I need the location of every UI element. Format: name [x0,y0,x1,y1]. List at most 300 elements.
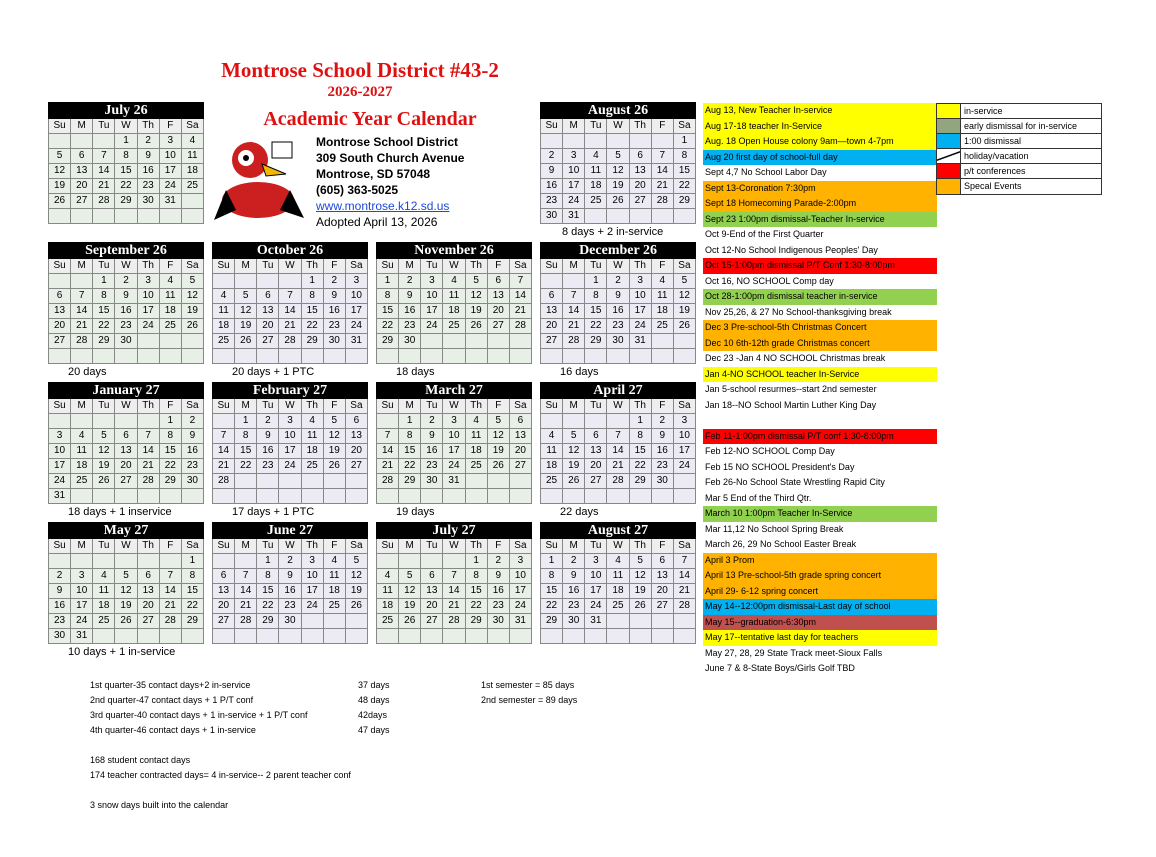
weekday-label: W [607,399,629,414]
day-cell: 30 [541,209,563,224]
day-cell: 2 [488,554,510,569]
day-cell: 6 [585,429,607,444]
day-cell [235,629,257,644]
day-cell [115,489,137,504]
month-name: February 27 [212,382,368,399]
day-cell: 24 [674,459,696,474]
day-cell: 11 [71,444,93,459]
day-cell: 9 [279,569,301,584]
day-cell [213,629,235,644]
day-cell [213,274,235,289]
day-cell: 18 [324,584,346,599]
day-cell: 23 [49,614,71,629]
day-cell: 21 [510,304,532,319]
day-cell: 14 [674,569,696,584]
adopted-date: Adopted April 13, 2026 [316,215,438,229]
month-calendar [540,102,696,224]
weekday-label: W [443,399,465,414]
day-cell [652,209,674,224]
day-cell [235,274,257,289]
day-cell [488,474,510,489]
weekday-label: Su [213,259,235,274]
day-cell [541,629,563,644]
weekday-label: M [235,259,257,274]
day-cell: 30 [488,614,510,629]
weekday-label: Tu [421,399,443,414]
day-cell [346,614,368,629]
day-cell: 22 [93,319,115,334]
weekday-label: F [324,399,346,414]
legend-item [937,104,1101,119]
day-cell [630,489,652,504]
month-grid [376,259,532,364]
event-item: April 29- 6-12 spring concert [703,584,937,600]
day-cell [674,614,696,629]
day-cell: 20 [421,599,443,614]
day-cell [488,349,510,364]
day-cell: 11 [93,584,115,599]
day-cell: 5 [182,274,204,289]
day-cell: 3 [563,149,585,164]
day-cell [160,629,182,644]
weekday-label: M [563,399,585,414]
legend-swatch [937,164,961,178]
day-cell [443,349,465,364]
month-name: May 27 [48,522,204,539]
day-cell: 27 [630,194,652,209]
event-item: Dec 10 6th-12th grade Christmas concert [703,336,937,352]
day-cell: 25 [607,599,629,614]
day-cell: 14 [279,304,301,319]
day-cell: 25 [93,614,115,629]
day-cell: 10 [346,289,368,304]
day-cell [488,334,510,349]
day-cell [585,349,607,364]
student-days: 168 student contact days [90,755,191,765]
day-cell: 17 [346,304,368,319]
day-cell: 2 [115,274,137,289]
day-cell [585,629,607,644]
day-cell: 30 [563,614,585,629]
day-cell: 13 [585,444,607,459]
event-item: Oct 15-1:00pm dismissal P/T Conf 1:30-8:00pm [703,258,937,274]
day-cell: 7 [607,429,629,444]
day-count-summary [90,678,577,813]
day-cell [213,489,235,504]
day-cell [563,274,585,289]
day-cell: 12 [466,289,488,304]
day-cell [279,274,301,289]
day-cell: 27 [115,474,137,489]
day-cell: 2 [324,274,346,289]
day-cell: 12 [399,584,421,599]
day-cell [630,209,652,224]
day-cell: 12 [115,584,137,599]
day-cell: 21 [71,319,93,334]
day-cell: 21 [563,319,585,334]
day-cell: 29 [182,614,204,629]
day-cell: 28 [652,194,674,209]
day-cell: 8 [377,289,399,304]
day-cell: 2 [49,569,71,584]
weekday-label: F [160,119,182,134]
day-cell [115,554,137,569]
day-cell: 12 [49,164,71,179]
day-cell [71,489,93,504]
day-cell [49,554,71,569]
day-cell: 17 [160,164,182,179]
day-cell: 28 [213,474,235,489]
day-cell: 3 [138,274,160,289]
day-cell: 26 [324,459,346,474]
day-cell [279,629,301,644]
day-cell: 13 [257,304,279,319]
day-cell: 10 [160,149,182,164]
day-cell: 26 [182,319,204,334]
day-cell: 6 [510,414,532,429]
day-cell [324,349,346,364]
event-item: Aug 17-18 teacher In-Service [703,119,937,135]
day-cell [235,489,257,504]
month-grid [376,399,532,504]
day-cell: 27 [652,599,674,614]
color-legend [936,103,1102,195]
weekday-label: Tu [93,399,115,414]
day-cell: 16 [488,584,510,599]
weekday-label: Sa [674,539,696,554]
day-cell [607,614,629,629]
day-cell [71,414,93,429]
day-cell [346,474,368,489]
day-cell: 18 [377,599,399,614]
day-cell: 23 [607,319,629,334]
day-cell: 26 [115,614,137,629]
day-cell: 14 [71,304,93,319]
legend-label: p/t conferences [964,166,1026,176]
day-cell: 3 [71,569,93,584]
day-cell: 16 [421,444,443,459]
day-cell [49,349,71,364]
month-calendar [540,242,696,364]
day-cell: 13 [652,569,674,584]
day-cell [585,209,607,224]
day-cell [399,349,421,364]
day-cell [652,614,674,629]
weekday-label: W [607,259,629,274]
day-cell: 3 [302,554,324,569]
day-cell: 23 [399,319,421,334]
weekday-label: F [324,539,346,554]
day-cell: 13 [510,429,532,444]
day-cell [652,489,674,504]
event-item: Feb 11-1:00pm dismissal P/T conf 1:30-8:00pm [703,429,937,445]
day-cell: 16 [399,304,421,319]
day-cell: 5 [49,149,71,164]
month-calendar [376,522,532,644]
day-cell [93,629,115,644]
weekday-label: Sa [674,259,696,274]
day-cell: 31 [71,629,93,644]
day-cell [541,489,563,504]
day-cell: 15 [257,584,279,599]
day-cell: 6 [71,149,93,164]
calendar-subtitle: Academic Year Calendar [263,108,477,130]
event-item: Sept 18 Homecoming Parade-2:00pm [703,196,937,212]
event-item: Sept 4,7 No School Labor Day [705,167,827,177]
weekday-label: M [71,399,93,414]
day-cell: 23 [541,194,563,209]
day-cell: 29 [377,334,399,349]
month-grid [212,259,368,364]
day-cell [674,334,696,349]
weekday-label: Sa [346,539,368,554]
month-calendar [48,522,204,644]
day-cell [49,209,71,224]
day-cell [377,629,399,644]
day-cell: 4 [466,414,488,429]
day-cell: 2 [399,274,421,289]
day-cell: 23 [488,599,510,614]
day-cell [279,489,301,504]
weekday-label: Sa [510,259,532,274]
weekday-label: F [324,259,346,274]
day-cell [71,134,93,149]
day-cell: 5 [115,569,137,584]
day-cell: 17 [49,459,71,474]
weekday-label: W [279,539,301,554]
day-cell: 28 [93,194,115,209]
day-cell [443,334,465,349]
day-cell: 30 [279,614,301,629]
day-cell: 7 [93,149,115,164]
website-link[interactable]: www.montrose.k12.sd.us [316,199,450,213]
day-cell: 4 [541,429,563,444]
day-cell: 31 [563,209,585,224]
weekday-label: Su [377,539,399,554]
day-cell: 30 [324,334,346,349]
day-cell: 8 [93,289,115,304]
event-item: Aug 20 first day of school-full day [703,150,937,166]
day-cell: 18 [160,304,182,319]
event-item: Aug 13, New Teacher In-service [703,103,937,119]
weekday-label: Th [302,399,324,414]
day-cell: 4 [443,274,465,289]
legend-item [937,119,1101,134]
day-cell: 13 [71,164,93,179]
day-cell [421,349,443,364]
day-cell [585,414,607,429]
day-cell [466,334,488,349]
day-cell: 29 [674,194,696,209]
day-cell: 31 [346,334,368,349]
day-cell: 11 [585,164,607,179]
day-cell: 24 [510,599,532,614]
day-cell: 6 [138,569,160,584]
day-cell: 8 [115,149,137,164]
day-cell: 24 [630,319,652,334]
weekday-label: Th [630,539,652,554]
day-cell: 13 [115,444,137,459]
day-cell: 27 [71,194,93,209]
day-cell [93,414,115,429]
day-cell: 14 [510,289,532,304]
weekday-label: Tu [585,119,607,134]
day-cell: 29 [115,194,137,209]
day-cell: 9 [138,149,160,164]
weekday-label: F [652,539,674,554]
day-cell: 20 [71,179,93,194]
weekday-label: Tu [257,259,279,274]
day-cell [138,334,160,349]
day-cell: 19 [630,584,652,599]
day-cell [235,349,257,364]
weekday-label: Tu [93,119,115,134]
day-cell: 23 [279,599,301,614]
month-grid [540,399,696,504]
day-cell [115,349,137,364]
day-cell: 26 [630,599,652,614]
legend-swatch [937,149,961,163]
event-item: Feb 15 NO SCHOOL President's Day [705,461,855,472]
day-cell [585,134,607,149]
day-cell: 2 [279,554,301,569]
day-cell: 6 [541,289,563,304]
day-cell: 19 [235,319,257,334]
day-cell [674,349,696,364]
day-cell: 5 [488,414,510,429]
day-cell: 3 [674,414,696,429]
day-cell: 27 [421,614,443,629]
day-cell: 23 [115,319,137,334]
month-day-count: 20 days + 1 PTC [232,366,315,378]
day-cell: 10 [138,289,160,304]
event-item: June 7 & 8-State Boys/Girls Golf TBD [705,663,855,673]
day-cell [607,349,629,364]
day-cell [652,349,674,364]
legend-label: early dismissal for in-service [964,121,1078,131]
weekday-label: M [563,539,585,554]
day-cell: 11 [302,429,324,444]
day-cell: 8 [160,429,182,444]
day-cell: 5 [93,429,115,444]
day-cell: 20 [510,444,532,459]
day-cell: 10 [674,429,696,444]
day-cell [443,489,465,504]
day-cell: 18 [213,319,235,334]
day-cell: 4 [607,554,629,569]
day-cell [421,489,443,504]
month-grid [48,119,204,224]
day-cell: 18 [182,164,204,179]
month-grid [48,539,204,644]
day-cell [93,209,115,224]
day-cell: 24 [302,599,324,614]
day-cell: 10 [49,444,71,459]
weekday-label: Tu [585,259,607,274]
day-cell: 14 [93,164,115,179]
day-cell: 5 [607,149,629,164]
weekday-label: Su [541,539,563,554]
weekday-label: W [443,539,465,554]
day-cell [182,349,204,364]
stats-row: 1st quarter-35 contact days+2 in-service 37 days 1st semester = 85 days [90,680,575,690]
day-cell: 27 [585,474,607,489]
day-cell: 24 [160,179,182,194]
day-cell: 17 [630,304,652,319]
event-item: April 13 Pre-school-5th grade spring concert [703,568,937,584]
event-item: May 27, 28, 29 State Track meet-Sioux Falls [705,647,883,658]
month-name: September 26 [48,242,204,259]
weekday-label: Th [630,399,652,414]
day-cell: 3 [510,554,532,569]
day-cell: 16 [49,599,71,614]
month-grid [376,539,532,644]
day-cell: 28 [563,334,585,349]
event-item: Sept 23 1:00pm dismissal-Teacher In-service [703,212,937,228]
day-cell: 1 [302,274,324,289]
day-cell: 10 [279,429,301,444]
day-cell: 29 [466,614,488,629]
month-calendar [376,242,532,364]
weekday-label: Th [630,259,652,274]
day-cell [160,209,182,224]
month-calendar [212,522,368,644]
day-cell: 25 [466,459,488,474]
day-cell [302,474,324,489]
weekday-label: Tu [257,539,279,554]
day-cell: 19 [324,444,346,459]
day-cell: 15 [541,584,563,599]
day-cell: 20 [488,304,510,319]
day-cell: 24 [443,459,465,474]
day-cell [346,629,368,644]
day-cell [324,474,346,489]
day-cell: 9 [257,429,279,444]
day-cell: 28 [607,474,629,489]
day-cell [466,474,488,489]
day-cell [421,554,443,569]
day-cell: 23 [324,319,346,334]
day-cell: 4 [160,274,182,289]
day-cell [302,489,324,504]
legend-swatch [937,179,961,194]
weekday-label: Su [541,119,563,134]
day-cell: 27 [213,614,235,629]
weekday-label: W [279,399,301,414]
weekday-label: Th [466,539,488,554]
month-calendar [212,242,368,364]
day-cell: 23 [257,459,279,474]
day-cell: 5 [399,569,421,584]
day-cell [510,334,532,349]
day-cell: 3 [346,274,368,289]
day-cell: 17 [443,444,465,459]
event-item: Sept 13-Coronation 7:30pm [703,181,937,197]
day-cell: 13 [213,584,235,599]
weekday-label: Th [138,259,160,274]
day-cell [541,349,563,364]
day-cell: 6 [652,554,674,569]
weekday-label: F [160,259,182,274]
day-cell: 22 [585,319,607,334]
day-cell [652,629,674,644]
day-cell: 3 [585,554,607,569]
day-cell: 17 [71,599,93,614]
day-cell: 9 [324,289,346,304]
day-cell [160,349,182,364]
day-cell: 8 [399,429,421,444]
weekday-label: W [115,539,137,554]
